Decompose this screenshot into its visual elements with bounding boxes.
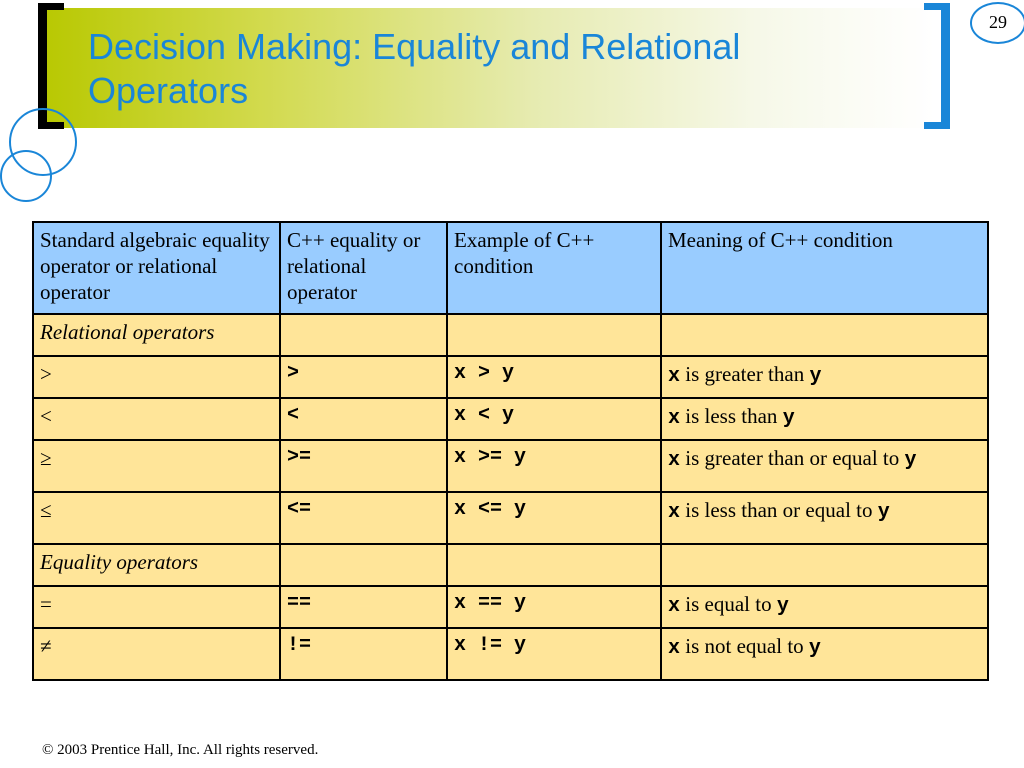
right-bracket-decoration	[924, 3, 950, 129]
header-cpp-operator: C++ equality or relational operator	[280, 222, 447, 314]
algebraic-operator: <	[33, 398, 280, 440]
cpp-operator: <=	[280, 492, 447, 544]
meaning-cell: x is greater than or equal to y	[661, 440, 988, 492]
header-algebraic: Standard algebraic equality operator or relational operator	[33, 222, 280, 314]
table-row	[33, 628, 988, 680]
table-row	[33, 356, 988, 398]
table-row	[33, 398, 988, 440]
table-row	[33, 440, 988, 492]
algebraic-operator: ≥	[33, 440, 280, 492]
meaning-cell: x is greater than y	[661, 356, 988, 398]
header-meaning: Meaning of C++ condition	[661, 222, 988, 314]
algebraic-operator: >	[33, 356, 280, 398]
cpp-operator: >=	[280, 440, 447, 492]
table-cell	[447, 314, 661, 356]
section-row-equality	[33, 544, 988, 586]
section-row-relational	[33, 314, 988, 356]
example-condition: x < y	[447, 398, 661, 440]
table-row	[33, 586, 988, 628]
section-label: Relational operators	[33, 314, 280, 356]
table-cell	[447, 544, 661, 586]
meaning-cell: x is less than or equal to y	[661, 492, 988, 544]
example-condition: x <= y	[447, 492, 661, 544]
algebraic-operator: =	[33, 586, 280, 628]
meaning-cell: x is equal to y	[661, 586, 988, 628]
slide-title: Decision Making: Equality and Relational Operators	[88, 26, 741, 111]
cpp-operator: <	[280, 398, 447, 440]
copyright-footer: © 2003 Prentice Hall, Inc. All rights reserved.	[42, 742, 319, 758]
cpp-operator: >	[280, 356, 447, 398]
example-condition: x != y	[447, 628, 661, 680]
algebraic-operator: ≠	[33, 628, 280, 680]
operators-table	[32, 221, 989, 681]
cpp-operator: !=	[280, 628, 447, 680]
table-cell	[661, 314, 988, 356]
table-cell	[280, 544, 447, 586]
table-cell	[280, 314, 447, 356]
example-condition: x >= y	[447, 440, 661, 492]
table-cell	[661, 544, 988, 586]
meaning-cell: x is not equal to y	[661, 628, 988, 680]
table-header-row	[33, 222, 988, 314]
example-condition: x > y	[447, 356, 661, 398]
table-row	[33, 492, 988, 544]
page-number: 29	[989, 12, 1007, 32]
meaning-cell: x is less than y	[661, 398, 988, 440]
example-condition: x == y	[447, 586, 661, 628]
algebraic-operator: ≤	[33, 492, 280, 544]
circle-decoration	[0, 150, 52, 202]
cpp-operator: ==	[280, 586, 447, 628]
header-example: Example of C++ condition	[447, 222, 661, 314]
section-label: Equality operators	[33, 544, 280, 586]
